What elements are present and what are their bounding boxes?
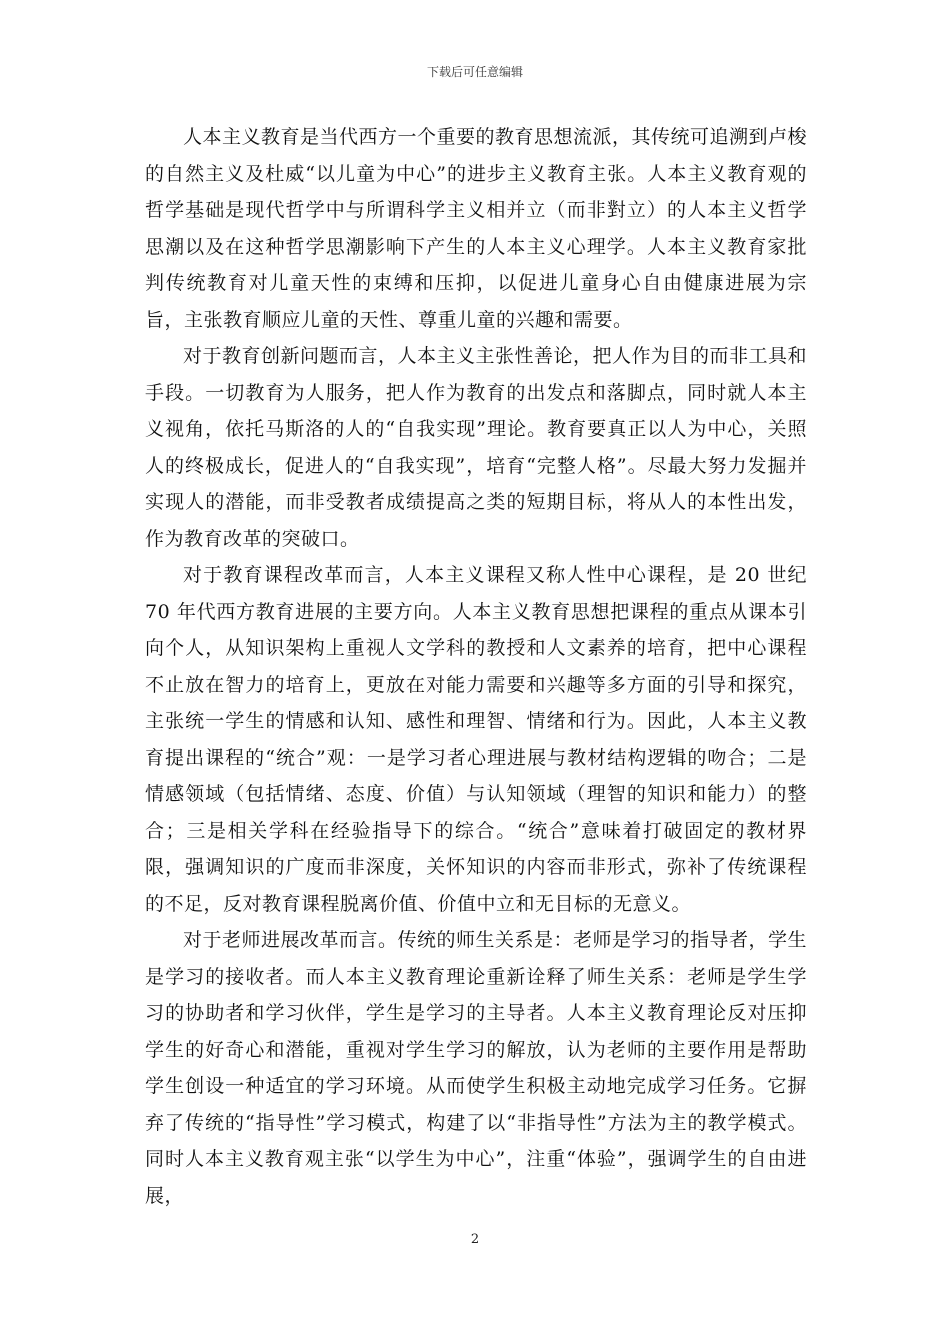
paragraph-1: 人本主义教育是当代西方一个重要的教育思想流派，其传统可追溯到卢梭的自然主义及杜威“以儿童为中心”的进步主义教育主张。人本主义教育观的哲学基础是现代哲学中与所谓科学主义相并立（而非對立）的人本主义哲学思潮以及在这种哲学思潮影响下产生的人本主义心理学。人本主义教育家批判传统教育对儿童天性的束缚和压抑，以促进儿童身心自由健康进展为宗旨，主张教育顺应儿童的天性、尊重儿童的兴趣和需要。 <box>145 126 808 331</box>
document-body <box>145 119 807 1214</box>
paragraph-4: 对于老师进展改革而言。传统的师生关系是：老师是学习的指导者，学生是学习的接收者。而人本主义教育理论重新诠释了师生关系：老师是学生学习的协助者和学习伙伴，学生是学习的主导者。人本主义教育理论反对压抑学生的好奇心和潜能，重视对学生学习的解放，认为老师的主要作用是帮助学生创设一种适宜的学习环境。从而使学生积极主动地完成学习任务。它摒弃了传统的“指导性”学习模式，构建了以“非指导性”方法为主的教学模式。同时人本主义教育观主张“以学生为中心”，注重“体验”，强调学生的自由进展， <box>145 929 808 1207</box>
page-header: 下载后可任意编辑 <box>426 65 523 79</box>
page-number: 2 <box>470 1232 480 1247</box>
paragraph-2: 对于教育创新问题而言，人本主义主张性善论，把人作为目的而非工具和手段。一切教育为人服务，把人作为教育的出发点和落脚点，同时就人本主义视角，依托马斯洛的人的“自我实现”理论。教育要真正以人为中心，关照人的终极成长，促进人的“自我实现”，培育“完整人格”。尽最大努力发掘并实现人的潜能，而非受教者成绩提高之类的短期目标，将从人的本性出发，作为教育改革的突破口。 <box>145 345 808 550</box>
paragraph-3: 对于教育课程改革而言，人本主义课程又称人性中心课程，是 20 世纪 70 年代西方教育进展的主要方向。人本主义教育思想把课程的重点从课本引向个人，从知识架构上重视人文学科的教授和人文素养的培育，把中心课程不止放在智力的培育上，更放在对能力需要和兴趣等多方面的引导和探究，主张统一学生的情感和认知、感性和理智、情绪和行为。因此，人本主义教育提出课程的“统合”观：一是学习者心理进展与教材结构逻辑的吻合；二是情感领域（包括情绪、态度、价值）与认知领域（理智的知识和能力）的整合；三是相关学科在经验指导下的综合。“统合”意味着打破固定的教材界限，强调知识的广度而非深度，关怀知识的内容而非形式，弥补了传统课程的不足，反对教育课程脱离价值、价值中立和无目标的无意义。 <box>145 564 807 915</box>
